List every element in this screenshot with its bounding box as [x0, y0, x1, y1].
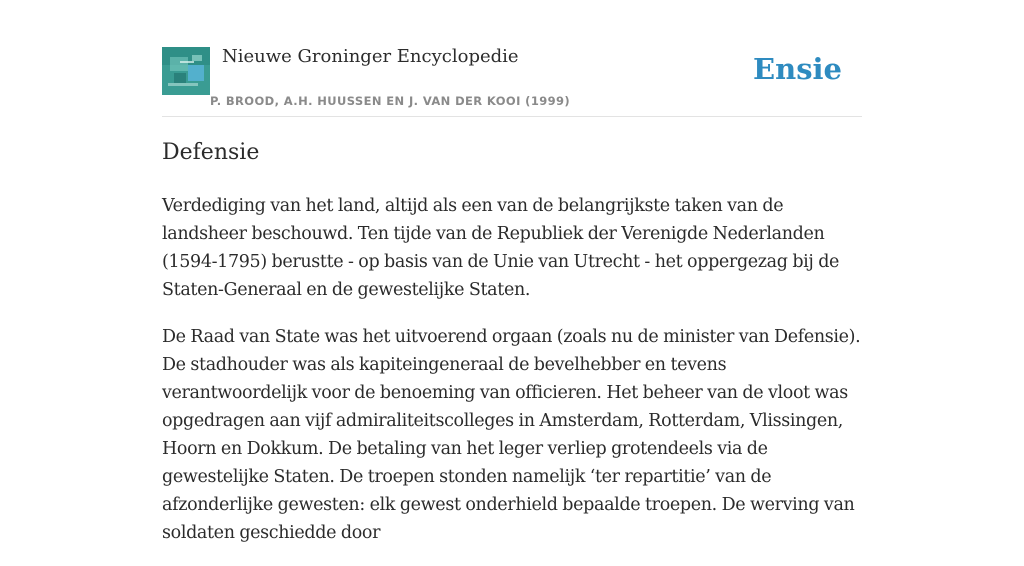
site-header — [162, 0, 862, 117]
byline-authors: P. BROOD, A.H. HUUSSEN EN J. VAN DER KOOI (1999) — [210, 94, 571, 108]
entry-title: Defensie — [162, 140, 260, 165]
paragraph: Verdediging van het land, altijd als een van de belangrijkste taken van de landsheer beschouwd. Ten tijde van de Republiek der Verenigde Nederlanden (1594-1795) berustte - op basis van de Unie van Utrecht - het oppergezag bij de Staten-Generaal en de gewestelijke Staten. — [162, 196, 840, 300]
page-container — [162, 0, 862, 543]
ensie-logo-link[interactable]: Ensie — [753, 52, 842, 86]
book-cover-graphic — [162, 47, 210, 95]
site-title[interactable]: Nieuwe Groninger Encyclopedie — [222, 46, 519, 67]
book-cover-icon[interactable] — [162, 47, 210, 95]
article-body — [162, 192, 862, 566]
paragraph: De Raad van State was het uitvoerend orgaan (zoals nu de minister van Defensie). De stadhouder was als kapiteingeneraal de bevelhebber en tevens verantwoordelijk voor de benoeming van officieren. Het beheer van de vloot was opgedragen aan vijf admiraliteitscolleges in Amsterdam, Rotterdam, Vlissingen, Hoorn en Dokkum. De betaling van het leger verliep grotendeels via de gewestelijke Staten. De troepen stonden namelijk ‘ter repartitie’ van de afzonderlijke gewesten: elk gewest onderhield bepaalde troepen. De werving van soldaten geschiedde door — [162, 327, 861, 543]
